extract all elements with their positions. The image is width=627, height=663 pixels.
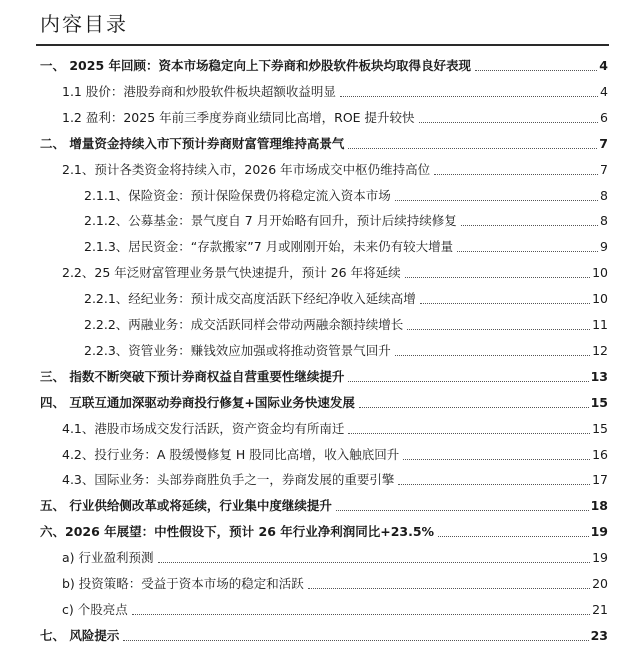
toc-page-number: 15 <box>590 394 608 410</box>
dot-leader <box>395 200 598 201</box>
toc-entry-title: 六、2026 年展望：中性假设下，预计 26 年行业净利润同比+23.5% <box>40 524 435 540</box>
toc-entry[interactable] <box>62 259 608 281</box>
toc-entry-title: 2.2.1、经纪业务：预计成交高度活跃下经纪净收入延续高增 <box>84 291 416 307</box>
toc-entry-title: 2.1.2、公募基金：景气度自 7 月开始略有回升，预计后续持续修复 <box>84 213 457 229</box>
toc-entry-title: 1.2 盈利：2025 年前三季度券商业绩同比高增，ROE 提升较快 <box>62 109 415 125</box>
toc-entry[interactable] <box>40 518 608 540</box>
dot-leader <box>461 225 598 226</box>
toc-entry-title: 四、 互联互通加深驱动券商投行修复+国际业务快速发展 <box>40 394 355 410</box>
toc-entry[interactable] <box>62 78 608 100</box>
title-divider <box>36 44 609 46</box>
toc-entry[interactable] <box>84 207 608 229</box>
page-title: 内容目录 <box>40 12 128 36</box>
toc-entry-title: 七、 风险提示 <box>40 627 120 643</box>
toc-page-number: 18 <box>590 498 608 514</box>
toc-page-number: 8 <box>600 213 608 229</box>
toc-entry[interactable] <box>84 233 608 255</box>
toc-page-number: 16 <box>592 446 608 462</box>
dot-leader <box>359 407 589 408</box>
toc-page-number: 8 <box>600 187 608 203</box>
toc-entry[interactable] <box>40 52 608 74</box>
toc-entry-title: 4.3、国际业务：头部券商胜负手之一，券商发展的重要引擎 <box>62 472 395 488</box>
toc-page-number: 12 <box>592 342 608 358</box>
toc-page-number: 4 <box>599 58 608 73</box>
toc-page-number: 19 <box>590 524 608 540</box>
toc-page-number: 7 <box>599 135 608 151</box>
dot-leader <box>336 510 589 511</box>
dot-leader <box>395 355 590 356</box>
toc-page-number: 15 <box>592 420 608 436</box>
dot-leader <box>340 96 598 97</box>
dot-leader <box>419 122 599 123</box>
toc-entry-title: 五、 行业供给侧改革或将延续，行业集中度继续提升 <box>40 498 332 514</box>
toc-entry-title: 2.1.1、保险资金：预计保险保费仍将稳定流入资本市场 <box>84 187 391 203</box>
toc-page-number: 17 <box>592 472 608 488</box>
dot-leader <box>434 174 598 175</box>
toc-entry[interactable] <box>40 363 608 385</box>
toc-page-number: 7 <box>600 161 608 177</box>
dot-leader <box>398 484 590 485</box>
dot-leader <box>405 277 590 278</box>
dot-leader <box>348 381 588 382</box>
toc-page-number: 21 <box>592 601 608 617</box>
dot-leader <box>308 588 590 589</box>
dot-leader <box>132 614 590 615</box>
toc-entry[interactable] <box>62 415 608 437</box>
toc-entry[interactable] <box>40 492 608 514</box>
toc-page-number: 20 <box>592 576 608 591</box>
dot-leader <box>348 433 590 434</box>
toc-page-number: 13 <box>590 368 608 384</box>
toc-entry[interactable] <box>62 570 608 592</box>
dot-leader <box>407 329 590 330</box>
dot-leader <box>348 148 597 149</box>
toc-entry-title: 2.2.3、资管业务：赚钱效应加强或将推动资管景气回升 <box>84 342 391 358</box>
toc-entry[interactable] <box>40 130 608 152</box>
toc-entry-title: c) 个股亮点 <box>62 601 128 617</box>
toc-page-number: 19 <box>592 550 608 566</box>
toc-entry[interactable] <box>62 441 608 463</box>
toc-entry[interactable] <box>84 337 608 359</box>
toc-page-number: 10 <box>592 291 608 307</box>
toc-entry-title: 2.2、25 年泛财富管理业务景气快速提升，预计 26 年将延续 <box>62 265 401 281</box>
toc-entry-title: 4.2、投行业务：A 股缓慢修复 H 股同比高增，收入触底回升 <box>62 446 400 462</box>
toc-entry[interactable] <box>84 311 608 333</box>
toc-entry[interactable] <box>62 544 608 566</box>
toc-entry[interactable] <box>62 156 608 178</box>
toc-page-number: 23 <box>590 627 608 643</box>
toc-entry[interactable] <box>62 104 608 126</box>
toc-entry[interactable] <box>62 596 608 618</box>
toc-entry-title: 一、 2025 年回顾：资本市场稳定向上下券商和炒股软件板块均取得良好表现 <box>40 58 471 73</box>
toc-entry-title: 三、 指数不断突破下预计券商权益自营重要性继续提升 <box>40 368 345 384</box>
toc-entry[interactable] <box>62 466 608 488</box>
toc-entry[interactable] <box>84 285 608 307</box>
toc-page-number: 11 <box>592 317 608 332</box>
toc-entry-title: 4.1、港股市场成交发行活跃，资产资金均有所南迁 <box>62 420 345 436</box>
dot-leader <box>475 70 597 71</box>
toc-page-number: 4 <box>600 83 608 99</box>
toc-entry-title: 2.2.2、两融业务：成交活跃同样会带动两融余额持续增长 <box>84 317 404 332</box>
toc-entry[interactable] <box>84 182 608 204</box>
toc-entry-title: 2.1、预计各类资金将持续入市，2026 年市场成交中枢仍维持高位 <box>62 161 431 177</box>
toc-entry-title: 1.1 股价：港股券商和炒股软件板块超额收益明显 <box>62 83 336 99</box>
dot-leader <box>457 251 598 252</box>
toc-entry-title: a) 行业盈利预测 <box>62 550 154 566</box>
toc-entry[interactable] <box>40 389 608 411</box>
toc-page-number: 10 <box>592 265 608 281</box>
toc-entry[interactable] <box>40 622 608 644</box>
toc-page-number: 9 <box>600 239 608 255</box>
toc-entry-title: 2.1.3、居民资金：“存款搬家”7 月或刚刚开始，未来仍有较大增量 <box>84 239 454 255</box>
toc-entry-title: 二、 增量资金持续入市下预计券商财富管理维持高景气 <box>40 135 345 151</box>
dot-leader <box>438 536 589 537</box>
toc-page-number: 6 <box>600 109 608 125</box>
dot-leader <box>123 640 588 641</box>
toc-entry-title: b) 投资策略：受益于资本市场的稳定和活跃 <box>62 576 304 591</box>
dot-leader <box>420 303 590 304</box>
dot-leader <box>158 562 591 563</box>
dot-leader <box>403 459 590 460</box>
